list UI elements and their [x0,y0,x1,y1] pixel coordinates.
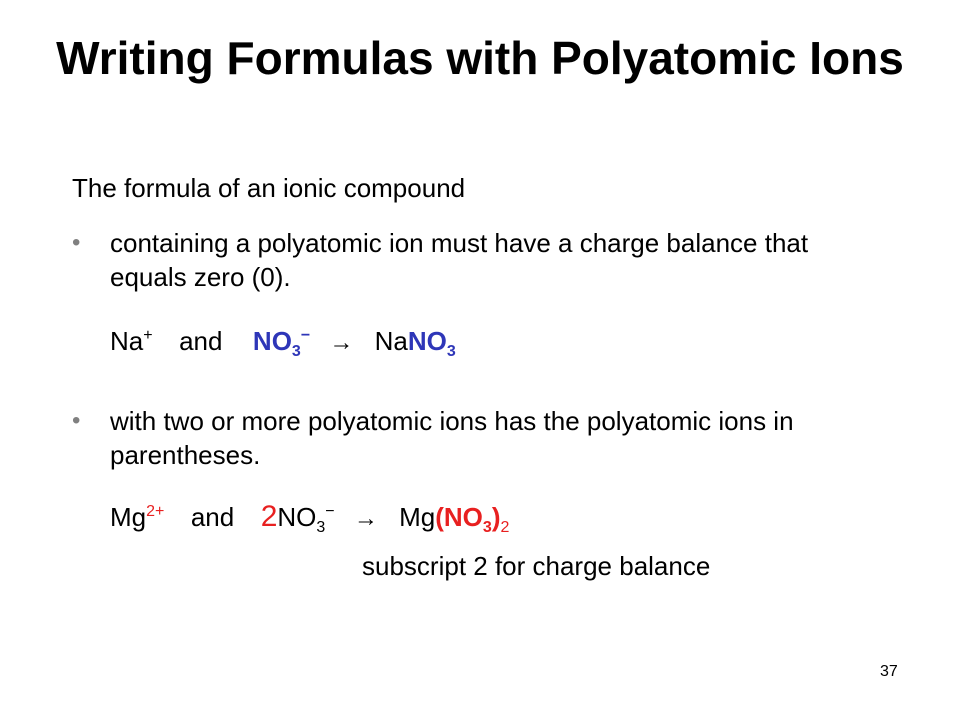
bullet-text: containing a polyatomic ion must have a charge balance that equals zero (0). [110,228,809,292]
anion-formula: $2NO_3^-$ [260,500,335,536]
bullet-text: with two or more polyatomic ions has the polyatomic ions in parentheses. [110,406,794,470]
and-word: and [190,502,235,532]
equation-sodium-nitrate [110,320,456,368]
bullet-icon: • [72,407,81,434]
bullet-item-charge-balance [72,226,832,294]
product-formula: NaNO$_3$ [374,326,456,360]
intro-text: The formula of an ionic compound [72,173,466,203]
bullet-item-parentheses [72,404,832,472]
cation-symbol: Mg [110,502,147,532]
cation-charge: + [143,327,153,344]
page-number: 37 [880,663,898,680]
anion-formula: $NO_3^-$ [252,326,311,360]
charge-balance-note: subscript 2 for charge balance [362,551,711,581]
arrow-icon: → [353,505,378,532]
cation-symbol: Na [110,326,144,356]
cation-charge: 2+ [146,503,165,520]
arrow-icon: → [329,329,354,356]
bullet-icon: • [72,229,81,256]
equation-magnesium-nitrate [110,496,509,544]
coefficient: 2 [260,500,278,533]
and-word: and [179,326,223,356]
slide-title: Writing Formulas with Polyatomic Ions [56,32,904,84]
product-formula: $Mg(NO_3)_2$ [399,502,510,536]
